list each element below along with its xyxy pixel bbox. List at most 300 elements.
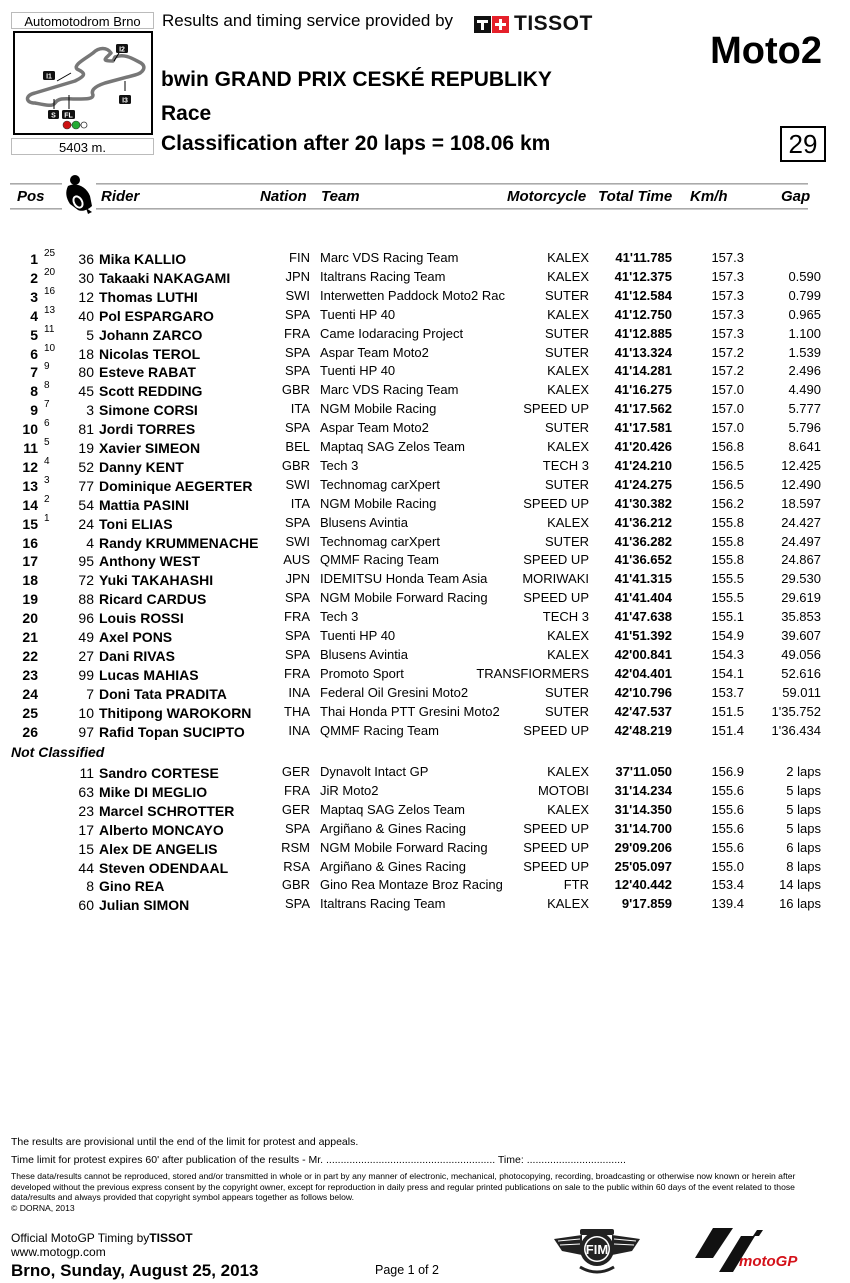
speed-cell: 155.5	[711, 571, 744, 587]
nation-cell: SPA	[284, 646, 310, 662]
rider-number-cell: 10	[78, 704, 94, 721]
motorcycle-cell: KALEX	[547, 250, 589, 265]
rider-name-cell: Thomas LUTHI	[99, 288, 198, 305]
rider-number-cell: 19	[78, 440, 94, 456]
rider-name-cell: Lucas MAHIAS	[99, 666, 199, 683]
gap-cell: 2.496	[788, 363, 821, 379]
svg-text:I2: I2	[119, 46, 125, 54]
table-row	[0, 764, 850, 783]
motorcycle-cell: SUTER	[544, 287, 589, 303]
team-cell: IDEMITSU Honda Team Asia	[320, 571, 488, 587]
position-cell: 4	[30, 307, 38, 324]
table-row	[0, 382, 850, 401]
gap-cell: 12.425	[781, 457, 821, 473]
classification-title: Classification after 20 laps = 108.06 km	[161, 132, 551, 155]
column-header-pos: Pos	[17, 188, 45, 205]
start-marker	[48, 110, 59, 120]
total-time-cell: 31'14.234	[614, 782, 672, 798]
total-time-cell: 41'47.638	[614, 609, 672, 625]
nation-cell: GBR	[281, 877, 310, 893]
nation-cell: RSM	[281, 839, 310, 855]
svg-text:I1: I1	[46, 73, 52, 81]
rider-number-cell: 4	[86, 534, 94, 551]
grid-position-cell: 1	[44, 512, 50, 524]
team-cell: Maptaq SAG Zelos Team	[320, 801, 465, 817]
column-header-gap: Gap	[781, 188, 811, 205]
rider-number-cell: 8	[86, 878, 94, 895]
rider-name-cell: Marcel SCHROTTER	[99, 802, 235, 819]
column-header-kmh: Km/h	[690, 188, 728, 205]
gap-cell: 18.597	[781, 495, 821, 511]
speed-cell: 157.3	[711, 325, 744, 341]
gap-cell: 24.497	[781, 533, 821, 549]
gap-cell: 5 laps	[786, 801, 821, 817]
motorcycle-cell: SUTER	[544, 703, 589, 719]
rider-name-cell: Toni ELIAS	[99, 515, 173, 532]
motorcycle-cell: SPEED UP	[523, 401, 589, 417]
table-row	[0, 666, 850, 685]
table-row	[0, 250, 850, 269]
position-cell: 3	[30, 288, 38, 305]
total-time-cell: 41'13.324	[614, 344, 672, 360]
speed-cell: 157.0	[711, 401, 744, 417]
position-cell: 7	[30, 364, 38, 381]
nation-cell: JPN	[285, 268, 310, 284]
motorcycle-cell: MOTOBI	[537, 782, 589, 798]
motogp-logo	[695, 1220, 815, 1283]
official-timing-line	[11, 1231, 193, 1245]
team-cell: NGM Mobile Racing	[320, 401, 437, 417]
table-row	[0, 304, 850, 326]
table-row	[0, 840, 850, 859]
grid-position-cell: 9	[44, 361, 50, 373]
nation-cell: BEL	[285, 439, 310, 454]
table-row	[0, 455, 850, 477]
gap-cell: 0.965	[788, 306, 821, 322]
total-time-cell: 41'41.315	[614, 571, 672, 587]
position-cell: 1	[30, 251, 38, 267]
team-cell: Tech 3	[320, 609, 359, 625]
speed-cell: 156.9	[711, 764, 744, 779]
total-time-cell: 41'12.750	[614, 306, 672, 322]
rider-name-cell: Danny KENT	[99, 458, 184, 475]
table-row	[0, 821, 850, 840]
gap-cell: 1.100	[788, 325, 821, 341]
rider-name-cell: Nicolas TEROL	[99, 345, 201, 362]
intermediate-1-marker	[43, 71, 55, 81]
speed-cell: 155.6	[711, 839, 744, 855]
nation-cell: THA	[284, 703, 310, 719]
grid-position-cell: 3	[44, 474, 50, 486]
team-cell: Italtrans Racing Team	[320, 268, 446, 284]
copyright-notice-text: These data/results cannot be reproduced, stored and/or transmitted in whole or in part by any manner of electronic, mechanical, photocopying, recording, broadcasting or otherwise now known or herein after developed without the previous express consent by the copyright owner, except for reproduction in daily press and regular printed publications on sale to the public within 60 days of the event related to those data/results and always provided that copyright symbol appears together as follows below.	[11, 1171, 796, 1202]
table-row	[0, 685, 850, 704]
motorcycle-cell: SUTER	[544, 533, 589, 549]
total-time-cell: 12'40.442	[614, 877, 672, 893]
team-cell: Gino Rea Montaze Broz Racing	[320, 877, 503, 893]
grid-position-cell: 6	[44, 418, 50, 430]
rider-number-cell: 54	[78, 496, 94, 513]
table-row	[0, 534, 850, 553]
grid-position-cell: 20	[44, 266, 56, 278]
rider-number-cell: 3	[86, 402, 94, 419]
position-cell: 9	[30, 402, 38, 419]
table-row	[0, 896, 850, 915]
motorcycle-cell: KALEX	[547, 439, 589, 454]
gap-cell: 29.619	[781, 590, 821, 606]
rider-name-cell: Sandro CORTESE	[99, 765, 219, 781]
grid-position-cell: 7	[44, 399, 50, 411]
finish-line-marker	[62, 110, 75, 120]
position-cell: 10	[22, 421, 38, 438]
position-cell: 20	[22, 610, 38, 627]
speed-cell: 157.3	[711, 287, 744, 303]
motorcycle-cell: SPEED UP	[523, 820, 589, 836]
grid-position-cell: 10	[44, 342, 56, 354]
motorcycle-cell: SPEED UP	[523, 858, 589, 874]
motorcycle-cell: SUTER	[544, 476, 589, 492]
nation-cell: FRA	[284, 782, 310, 798]
provisional-notice: The results are provisional until the end of the limit for protest and appeals.	[11, 1136, 359, 1148]
position-cell: 19	[22, 591, 38, 608]
speed-cell: 156.2	[711, 495, 744, 511]
nation-cell: GER	[281, 801, 310, 817]
gap-cell: 1'35.752	[771, 703, 821, 719]
rider-number-cell: 99	[78, 666, 94, 683]
table-row	[0, 512, 850, 534]
motorcycle-cell: KALEX	[547, 363, 589, 379]
motorcycle-cell: KALEX	[547, 628, 589, 643]
position-cell: 26	[22, 723, 38, 740]
table-row	[0, 323, 850, 345]
rider-name-cell: Jordi TORRES	[99, 421, 196, 438]
table-row	[0, 474, 850, 496]
motorcycle-cell: SPEED UP	[523, 552, 589, 568]
motorcycle-cell: SUTER	[544, 344, 589, 360]
track-map-icon	[15, 33, 151, 133]
rider-name-cell: Yuki TAKAHASHI	[99, 572, 214, 589]
motorcycle-cell: KALEX	[547, 646, 589, 662]
position-cell: 2	[30, 269, 38, 286]
position-cell: 25	[22, 704, 38, 721]
gap-cell: 24.427	[781, 514, 821, 530]
nation-cell: ITA	[290, 401, 310, 417]
swiss-cross-icon	[492, 16, 509, 33]
grid-position-cell: 11	[44, 323, 55, 335]
nation-cell: JPN	[285, 571, 310, 587]
rider-number-cell: 7	[86, 685, 94, 702]
gap-cell: 29.530	[781, 571, 821, 587]
total-time-cell: 42'47.537	[614, 703, 672, 719]
intermediate-2-marker	[116, 44, 128, 54]
gap-cell: 24.867	[781, 552, 821, 568]
team-cell: Argiñano & Gines Racing	[320, 858, 466, 874]
team-cell: Marc VDS Racing Team	[320, 250, 459, 265]
rider-number-cell: 27	[78, 647, 94, 664]
rider-name-cell: Axel PONS	[99, 629, 173, 645]
speed-cell: 157.3	[711, 306, 744, 322]
position-cell: 8	[30, 383, 38, 400]
svg-text:S: S	[51, 112, 56, 120]
position-cell: 17	[22, 553, 38, 570]
event-title: bwin GRAND PRIX CESKÉ REPUBLIKY	[161, 68, 552, 91]
team-cell: Dynavolt Intact GP	[320, 764, 429, 779]
speed-cell: 154.3	[711, 646, 744, 662]
total-time-cell: 41'41.404	[614, 590, 672, 606]
team-cell: Technomag carXpert	[320, 533, 440, 549]
team-cell: NGM Mobile Forward Racing	[320, 590, 488, 606]
gap-cell: 1.539	[788, 344, 821, 360]
gap-cell: 2 laps	[786, 764, 821, 779]
table-row	[0, 266, 850, 288]
team-cell: Marc VDS Racing Team	[320, 382, 459, 398]
rider-name-cell: Dani RIVAS	[99, 647, 175, 664]
rider-name-cell: Xavier SIMEON	[99, 440, 201, 456]
rider-name-cell: Thitipong WAROKORN	[99, 704, 252, 721]
nation-cell: FRA	[284, 325, 310, 341]
motorcycle-cell: SPEED UP	[523, 495, 589, 511]
table-row	[0, 877, 850, 896]
motorcycle-cell: SPEED UP	[523, 590, 589, 606]
header-divider	[96, 183, 808, 185]
speed-cell: 153.7	[711, 684, 744, 700]
position-cell: 5	[30, 326, 38, 343]
rider-number-cell: 97	[78, 723, 94, 740]
rider-name-cell: Alex DE ANGELIS	[99, 840, 218, 857]
gap-cell: 5.796	[788, 420, 821, 436]
nation-cell: SPA	[284, 344, 310, 360]
fim-logo	[552, 1225, 642, 1282]
gap-cell: 0.799	[788, 287, 821, 303]
gap-cell: 14 laps	[779, 877, 821, 893]
column-header-team: Team	[321, 188, 360, 205]
total-time-cell: 42'04.401	[614, 665, 672, 681]
nation-cell: ITA	[290, 495, 310, 511]
column-header-total-time: Total Time	[598, 188, 673, 205]
table-row	[0, 285, 850, 307]
table-row	[0, 342, 850, 364]
tissot-wordmark: TISSOT	[514, 12, 593, 35]
rider-name-cell: Steven ODENDAAL	[99, 859, 229, 876]
table-row	[0, 571, 850, 590]
total-time-cell: 25'05.097	[614, 858, 672, 874]
nation-cell: FRA	[284, 665, 310, 681]
rider-name-cell: Randy KRUMMENACHE	[99, 534, 259, 551]
table-row	[0, 609, 850, 628]
rider-name-cell: Pol ESPARGARO	[99, 307, 214, 324]
rider-number-cell: 81	[78, 421, 94, 438]
svg-text:FL: FL	[64, 112, 73, 120]
rider-number-cell: 77	[78, 477, 94, 494]
position-cell: 16	[22, 534, 38, 551]
column-header-rider: Rider	[101, 188, 140, 205]
motorcycle-cell: SPEED UP	[523, 722, 589, 738]
gap-cell: 6 laps	[786, 839, 821, 855]
category-title: Moto2	[710, 30, 822, 72]
team-cell: Tuenti HP 40	[320, 363, 396, 379]
nation-cell: AUS	[283, 552, 310, 568]
motorcycle-cell: KALEX	[547, 514, 589, 530]
official-timing-text: Official MotoGP Timing by	[11, 1231, 150, 1245]
speed-cell: 157.2	[711, 363, 744, 379]
nation-cell: SPA	[284, 514, 310, 530]
speed-cell: 157.0	[711, 420, 744, 436]
total-time-cell: 42'48.219	[614, 722, 672, 738]
svg-text:I3: I3	[122, 97, 128, 105]
table-row	[0, 647, 850, 666]
official-timing-brand: TISSOT	[149, 1231, 193, 1245]
team-cell: JiR Moto2	[320, 782, 379, 798]
rider-number-cell: 15	[78, 840, 94, 857]
rider-number-cell: 60	[78, 897, 94, 914]
rider-motorcycle-icon	[62, 174, 96, 219]
total-time-cell: 41'11.785	[615, 250, 672, 265]
gap-cell: 1'36.434	[771, 722, 821, 738]
rider-number-cell: 63	[78, 783, 94, 800]
nation-cell: INA	[288, 684, 310, 700]
team-cell: Federal Oil Gresini Moto2	[320, 684, 469, 700]
total-time-cell: 41'24.275	[614, 476, 672, 492]
rider-name-cell: Takaaki NAKAGAMI	[99, 269, 231, 286]
gap-cell: 5 laps	[786, 782, 821, 798]
speed-cell: 155.6	[711, 782, 744, 798]
timing-service-text: Results and timing service provided by	[162, 11, 454, 30]
rider-number-cell: 95	[78, 553, 94, 570]
total-time-cell: 41'36.282	[614, 533, 672, 549]
grid-position-cell: 25	[44, 248, 56, 259]
table-row	[0, 628, 850, 647]
team-cell: Argiñano & Gines Racing	[320, 820, 466, 836]
motorcycle-cell: KALEX	[547, 764, 589, 779]
gap-cell: 5.777	[788, 401, 821, 417]
speed-cell: 157.3	[711, 250, 744, 265]
rider-name-cell: Alberto MONCAYO	[99, 821, 224, 838]
nation-cell: INA	[288, 722, 310, 738]
gap-cell: 4.490	[788, 382, 821, 398]
copyright-notice	[11, 1171, 811, 1213]
rider-name-cell: Dominique AEGERTER	[99, 477, 253, 494]
circuit-length: 5403 m.	[11, 138, 154, 155]
rider-name-cell: Mattia PASINI	[99, 496, 189, 513]
nation-cell: SPA	[284, 420, 310, 436]
session-title: Race	[161, 102, 212, 125]
circuit-name: Automotodrom Brno	[11, 12, 154, 29]
team-cell: Interwetten Paddock Moto2 Rac	[320, 287, 505, 303]
team-cell: Tuenti HP 40	[320, 628, 396, 643]
motorcycle-cell: KALEX	[547, 268, 589, 284]
table-row	[0, 783, 850, 802]
position-cell: 24	[22, 685, 38, 702]
rider-number-cell: 40	[78, 307, 94, 324]
nation-cell: GBR	[281, 382, 310, 398]
motorcycle-cell: KALEX	[547, 801, 589, 817]
column-header-motorcycle: Motorcycle	[507, 188, 587, 205]
table-row	[0, 590, 850, 609]
speed-cell: 151.5	[711, 703, 744, 719]
gap-cell: 0.590	[788, 268, 821, 284]
team-cell: Came Iodaracing Project	[320, 325, 464, 341]
speed-cell: 155.1	[711, 609, 744, 625]
header-divider	[10, 208, 62, 210]
total-time-cell: 31'14.700	[614, 820, 672, 836]
total-time-cell: 41'17.581	[614, 420, 672, 436]
copyright-line: © DORNA, 2013	[11, 1202, 75, 1213]
speed-cell: 153.4	[711, 877, 744, 893]
table-row	[0, 401, 850, 420]
rider-number-cell: 52	[78, 458, 94, 475]
rider-name-cell: Mike DI MEGLIO	[99, 783, 208, 800]
gap-cell: 12.490	[781, 476, 821, 492]
header-divider	[96, 208, 808, 210]
rider-number-cell: 72	[78, 572, 94, 589]
motorcycle-cell: SUTER	[544, 325, 589, 341]
total-time-cell: 41'16.275	[614, 382, 672, 398]
gap-cell: 16 laps	[779, 896, 821, 912]
motorcycle-cell: MORIWAKI	[522, 571, 589, 587]
nation-cell: FIN	[289, 250, 310, 265]
nation-cell: SPA	[284, 363, 310, 379]
total-time-cell: 41'17.562	[614, 401, 672, 417]
track-map	[13, 31, 153, 135]
fim-logo-text: FIM	[585, 1242, 609, 1257]
team-cell: QMMF Racing Team	[320, 722, 439, 738]
table-row	[0, 439, 850, 458]
rider-name-cell: Scott REDDING	[99, 383, 203, 400]
rider-number-cell: 36	[78, 251, 94, 267]
team-cell: NGM Mobile Racing	[320, 495, 437, 511]
rider-number-cell: 5	[86, 326, 94, 343]
website-link[interactable]: www.motogp.com	[11, 1245, 106, 1259]
total-time-cell: 42'00.841	[614, 646, 672, 662]
rider-name-cell: Simone CORSI	[99, 402, 198, 419]
motorcycle-cell: SUTER	[544, 420, 589, 436]
nation-cell: RSA	[283, 858, 310, 874]
rider-number-cell: 80	[78, 364, 94, 381]
rider-number-cell: 12	[78, 288, 94, 305]
page-number: Page 1 of 2	[375, 1263, 439, 1277]
not-classified-heading: Not Classified	[11, 744, 105, 760]
nation-cell: SWI	[285, 287, 310, 303]
position-cell: 14	[22, 496, 38, 513]
gap-cell: 35.853	[781, 609, 821, 625]
rider-number-cell: 23	[78, 802, 94, 819]
speed-cell: 155.8	[711, 514, 744, 530]
rider-name-cell: Esteve RABAT	[99, 364, 196, 381]
total-time-cell: 41'14.281	[614, 363, 672, 379]
table-row	[0, 704, 850, 723]
rider-name-cell: Doni Tata PRADITA	[99, 685, 227, 702]
team-cell: Thai Honda PTT Gresini Moto2	[320, 703, 500, 719]
rider-name-cell: Gino REA	[99, 878, 165, 895]
total-time-cell: 41'12.584	[614, 287, 672, 303]
rider-number-cell: 44	[78, 859, 94, 876]
rider-number-cell: 18	[78, 345, 94, 362]
table-row	[0, 363, 850, 382]
position-cell: 15	[22, 515, 38, 532]
team-cell: NGM Mobile Forward Racing	[320, 839, 488, 855]
table-row	[0, 859, 850, 878]
total-time-cell: 41'51.392	[614, 628, 672, 643]
speed-cell: 155.8	[711, 533, 744, 549]
nation-cell: SPA	[284, 590, 310, 606]
position-cell: 23	[22, 666, 38, 683]
speed-cell: 156.5	[711, 476, 744, 492]
nation-cell: SPA	[284, 628, 310, 643]
position-cell: 18	[22, 572, 38, 589]
gap-cell: 59.011	[782, 684, 821, 700]
grid-position-cell: 4	[44, 455, 50, 467]
table-row	[0, 420, 850, 439]
